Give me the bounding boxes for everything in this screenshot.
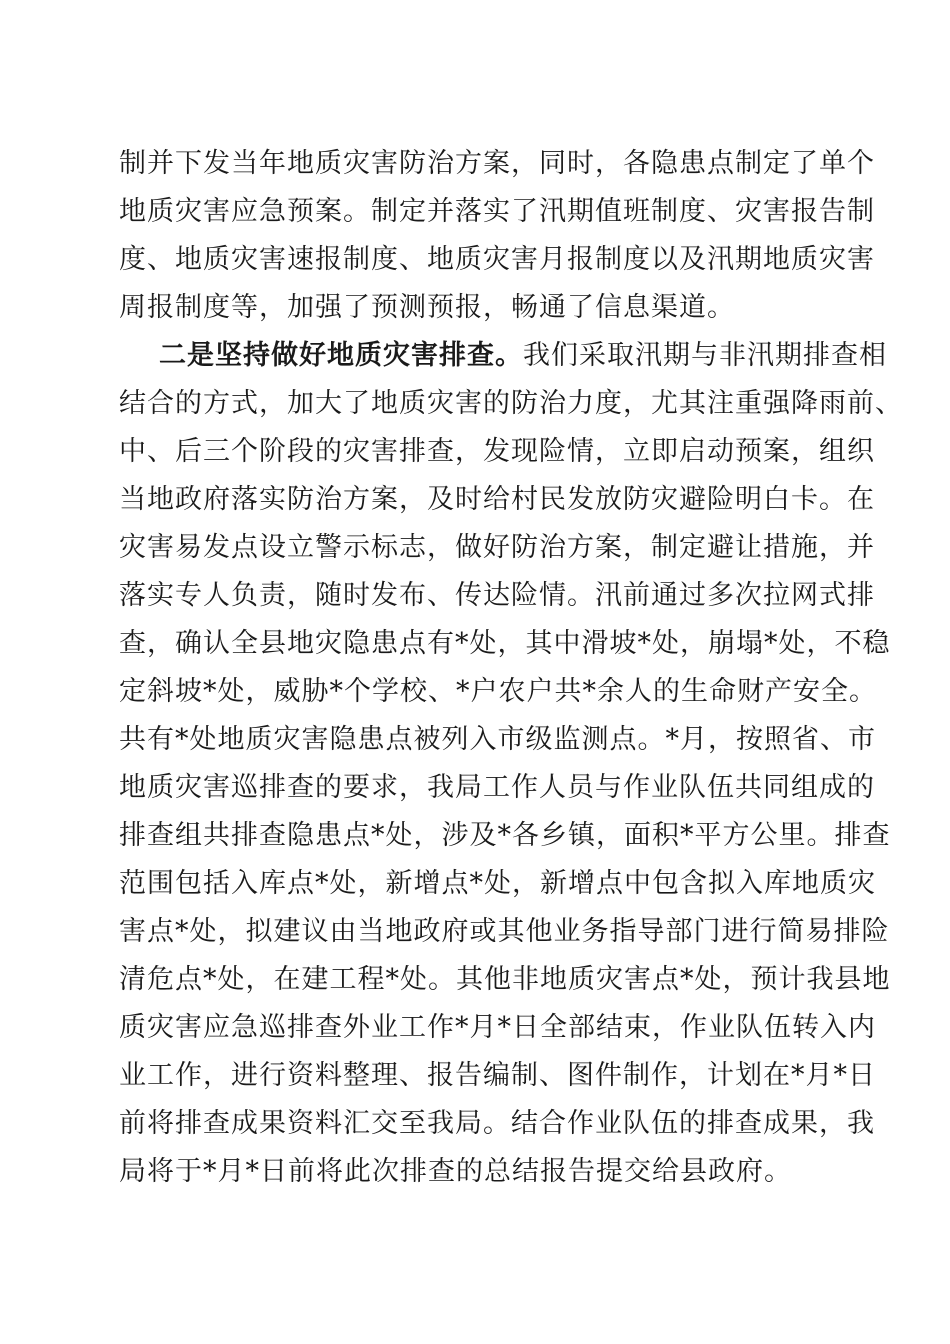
- paragraph-line: 前将排查成果资料汇交至我局。结合作业队伍的排查成果，我: [119, 1108, 875, 1139]
- paragraph-line: 查，确认全县地灾隐患点有*处，其中滑坡*处，崩塌*处，不稳: [119, 628, 891, 659]
- paragraph-line: 局将于*月*日前将此次排查的总结报告提交给县政府。: [119, 1156, 792, 1187]
- paragraph-line: 害点*处，拟建议由当地政府或其他业务指导部门进行简易排险: [119, 916, 890, 947]
- paragraph-text: 我们采取汛期与非汛期排查相: [523, 340, 887, 371]
- paragraph-line: 定斜坡*处，威胁*个学校、*户农户共*余人的生命财产安全。: [119, 676, 877, 707]
- paragraph-line: 清危点*处，在建工程*处。其他非地质灾害点*处，预计我县地: [119, 964, 891, 995]
- paragraph-line: 排查组共排查隐患点*处，涉及*各乡镇，面积*平方公里。排查: [119, 820, 891, 851]
- paragraph-line: 周报制度等，加强了预测预报，畅通了信息渠道。: [119, 292, 735, 323]
- section-heading: 二是坚持做好地质灾害排查。: [159, 340, 523, 371]
- paragraph-line: 业工作，进行资料整理、报告编制、图件制作，计划在*月*日: [119, 1060, 876, 1091]
- paragraph-line: 落实专人负责，随时发布、传达险情。汛前通过多次拉网式排: [119, 580, 875, 611]
- paragraph-line: 当地政府落实防治方案，及时给村民发放防灾避险明白卡。在: [119, 484, 875, 515]
- paragraph-line: 度、地质灾害速报制度、地质灾害月报制度以及汛期地质灾害: [119, 244, 875, 275]
- paragraph-line: 质灾害应急巡排查外业工作*月*日全部结束，作业队伍转入内: [119, 1012, 876, 1043]
- paragraph-line: 范围包括入库点*处，新增点*处，新增点中包含拟入库地质灾: [119, 868, 876, 899]
- paragraph-line: 制并下发当年地质灾害防治方案，同时，各隐患点制定了单个: [119, 148, 875, 179]
- paragraph-line: 共有*处地质灾害隐患点被列入市级监测点。*月，按照省、市: [119, 724, 876, 755]
- paragraph-first-line: [119, 332, 887, 380]
- document-body: [119, 140, 903, 1196]
- paragraph-line: 结合的方式，加大了地质灾害的防治力度，尤其注重强降雨前、: [119, 388, 903, 419]
- paragraph-line: 地质灾害巡排查的要求，我局工作人员与作业队伍共同组成的: [119, 772, 875, 803]
- paragraph-line: 中、后三个阶段的灾害排查，发现险情，立即启动预案，组织: [119, 436, 875, 467]
- paragraph-line: 灾害易发点设立警示标志，做好防治方案，制定避让措施，并: [119, 532, 875, 563]
- paragraph-line: 地质灾害应急预案。制定并落实了汛期值班制度、灾害报告制: [119, 196, 875, 227]
